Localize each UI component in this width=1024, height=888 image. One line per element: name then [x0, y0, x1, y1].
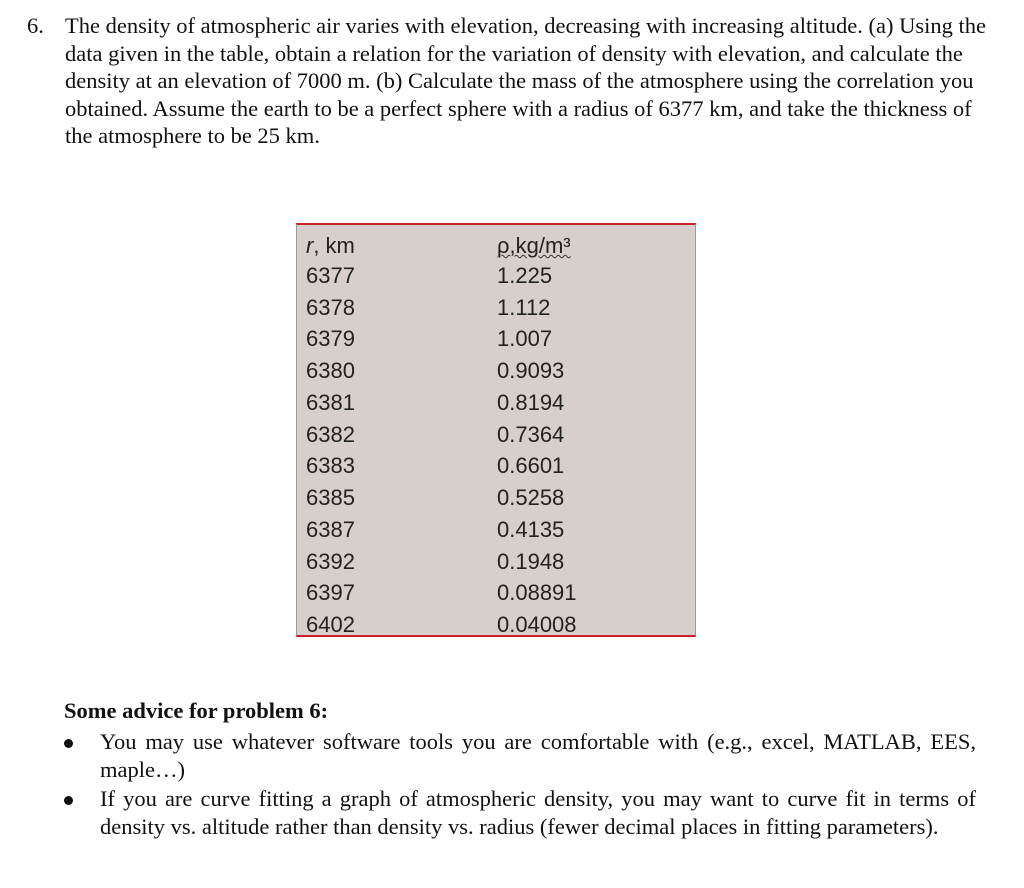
- advice-item-text: You may use whatever software tools you are comfortable with (e.g., excel, MATLAB, EES, maple…): [100, 729, 976, 782]
- advice-list: [64, 728, 976, 842]
- cell-density: 0.9093: [497, 358, 565, 383]
- cell-radius: 6378: [306, 295, 355, 320]
- header-radius: r, km: [306, 233, 355, 258]
- table-row: [297, 295, 695, 327]
- cell-radius: 6385: [306, 485, 355, 510]
- advice-title: Some advice for problem 6:: [64, 698, 329, 723]
- table-row: [297, 453, 695, 485]
- list-item: [64, 785, 976, 840]
- table-row: [297, 422, 695, 454]
- cell-radius: 6392: [306, 549, 355, 574]
- table-row: [297, 485, 695, 517]
- header-density: ρ,kg/m³: [497, 233, 571, 258]
- cell-density: 0.4135: [497, 517, 565, 542]
- cell-density: 0.6601: [497, 453, 565, 478]
- cell-density: 1.225: [497, 263, 553, 288]
- problem-statement: [27, 12, 997, 150]
- cell-density: 1.112: [497, 295, 551, 320]
- table-row: [297, 549, 695, 581]
- cell-radius: 6382: [306, 422, 355, 447]
- problem-number: 6.: [27, 13, 44, 38]
- bullet-icon: [64, 739, 73, 748]
- cell-radius: 6381: [306, 390, 355, 415]
- cell-density: 0.7364: [497, 422, 565, 447]
- density-table: [296, 223, 696, 637]
- table-row: [297, 263, 695, 295]
- table-row: [297, 390, 695, 422]
- table-header-row: [297, 233, 695, 265]
- advice-item-text: If you are curve fitting a graph of atmospheric density, you may want to curve fit in terms of density vs. altitude rather than density vs. radius (fewer decimal places in fitting parameters).: [100, 786, 976, 839]
- cell-radius: 6397: [306, 580, 355, 605]
- table-row: [297, 326, 695, 358]
- cell-radius: 6377: [306, 263, 355, 288]
- list-item: [64, 728, 976, 783]
- cell-density: 0.08891: [497, 580, 577, 605]
- cell-radius: 6383: [306, 453, 355, 478]
- cell-radius: 6380: [306, 358, 355, 383]
- table-row: [297, 517, 695, 549]
- table-row: [297, 358, 695, 390]
- cell-density: 0.8194: [497, 390, 565, 415]
- cell-density: 0.1948: [497, 549, 565, 574]
- cell-radius: 6387: [306, 517, 355, 542]
- problem-text: The density of atmospheric air varies with elevation, decreasing with increasing altitude. (a) Using the data given in the table, obtain a relation for the variation of density with elevation, and calculate the density at an elevation of 7000 m. (b) Calculate the mass of the atmosphere using the correlation you obtained. Assume the earth to be a perfect sphere with a radius of 6377 km, and take the thickness of the atmosphere to be 25 km.: [65, 13, 986, 148]
- table-row: [297, 612, 695, 644]
- cell-density: 1.007: [497, 326, 553, 351]
- cell-density: 0.5258: [497, 485, 565, 510]
- cell-radius: 6379: [306, 326, 355, 351]
- table-row: [297, 580, 695, 612]
- bullet-icon: [64, 796, 73, 805]
- cell-radius: 6402: [306, 612, 355, 637]
- cell-density: 0.04008: [497, 612, 577, 637]
